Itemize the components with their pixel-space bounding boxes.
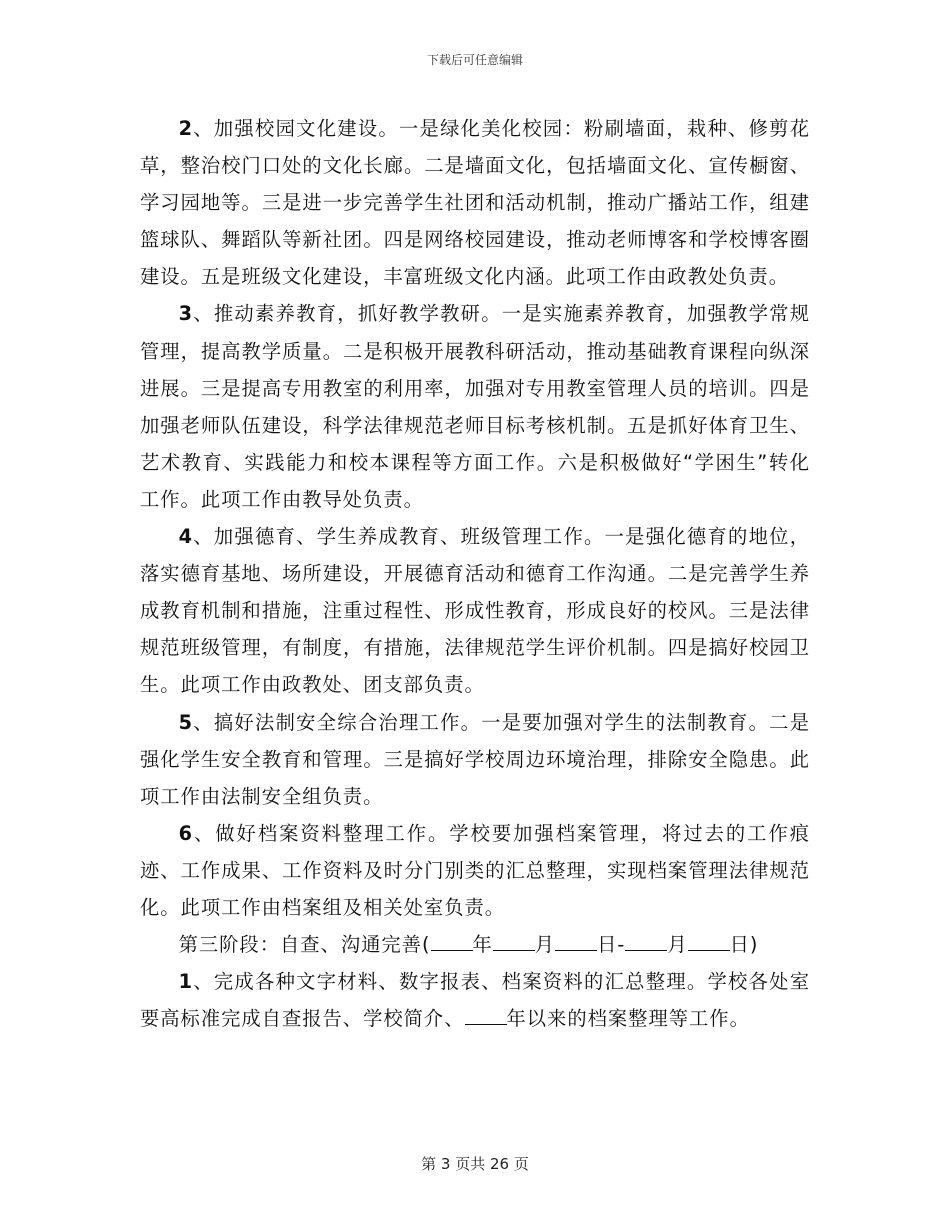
page-header: 下载后可任意编辑	[426, 53, 523, 67]
paragraph-text: 、做好档案资料整理工作。学校要加强档案管理，将过去的工作痕迹、工作成果、工作资料及时分门别类的汇总整理，实现档案管理法律规范化。此项工作由档案组及相关处室负责。	[140, 821, 810, 919]
month-end-label: 月	[667, 933, 688, 957]
year-blank	[431, 932, 473, 951]
paragraph-text-end: 年以来的档案整理等工作。	[506, 1007, 750, 1031]
paragraph-text: 、搞好法制安全综合治理工作。一是要加强对学生的法制教育。二是强化学生安全教育和管理。三是搞好学校周边环境治理，排除安全隐患。此项工作由法制安全组负责。	[140, 710, 810, 808]
paragraph-item-4	[140, 518, 810, 703]
paragraph-text: 、推动素养教育，抓好教学教研。一是实施素养教育，加强教学常规管理，提高教学质量。二是积极开展教科研活动，推动基础教育课程向纵深进展。三是提高专用教室的利用率，加强对专用教室管理人员的培训。四是加强老师队伍建设，科学法律规范老师目标考核机制。五是抓好体育卫生、艺术教育、实践能力和校本课程等方面工作。六是积极做好“学困生”转化工作。此项工作由教导处负责。	[140, 302, 810, 511]
paragraph-stage3-item-1	[140, 963, 810, 1037]
paragraph-text: 、加强德育、学生养成教育、班级管理工作。一是强化德育的地位，落实德育基地、场所建设，开展德育活动和德育工作沟通。二是完善学生养成教育机制和措施，注重过程性、形成性教育，形成良好的校风。三是法律规范班级管理，有制度，有措施，法律规范学生评价机制。四是搞好校园卫生。此项工作由政教处、团支部负责。	[140, 525, 810, 697]
item-number: 1	[178, 970, 194, 994]
day-end-blank	[688, 932, 730, 951]
item-number: 2	[178, 117, 194, 140]
day-blank	[555, 932, 597, 951]
day-end-label: 日)	[729, 933, 759, 957]
item-number: 3	[178, 302, 194, 326]
year-label: 年	[472, 933, 493, 957]
paragraph-item-2	[140, 110, 810, 295]
stage-label: 第三阶段：自查、沟通完善(	[178, 933, 431, 957]
day-label: 日-	[597, 933, 626, 957]
document-body	[140, 110, 810, 1037]
item-number: 4	[178, 525, 194, 549]
item-number: 5	[178, 710, 194, 734]
stage-heading	[140, 926, 810, 963]
paragraph-text: 、加强校园文化建设。一是绿化美化校园：粉刷墙面，栽种、修剪花草，整治校门口处的文化长廊。二是墙面文化，包括墙面文化、宣传橱窗、学习园地等。三是进一步完善学生社团和活动机制，推动广播站工作，组建篮球队、舞蹈队等新社团。四是网络校园建设，推动老师博客和学校博客圈建设。五是班级文化建设，丰富班级文化内涵。此项工作由政教处负责。	[140, 117, 810, 289]
paragraph-item-6	[140, 815, 810, 926]
paragraph-item-3	[140, 295, 810, 518]
item-number: 6	[178, 821, 194, 845]
page-number: 第 3 页共 26 页	[421, 1155, 529, 1173]
paragraph-text: 、完成各种文字材料、数字报表、档案资料的汇总整理。学校各处室要高标准完成自查报告、学校简介、	[140, 970, 810, 1031]
paragraph-item-5	[140, 704, 810, 815]
month-label: 月	[534, 933, 556, 957]
month-end-blank	[625, 932, 667, 951]
year-since-blank	[465, 1006, 507, 1025]
month-blank	[493, 932, 535, 951]
